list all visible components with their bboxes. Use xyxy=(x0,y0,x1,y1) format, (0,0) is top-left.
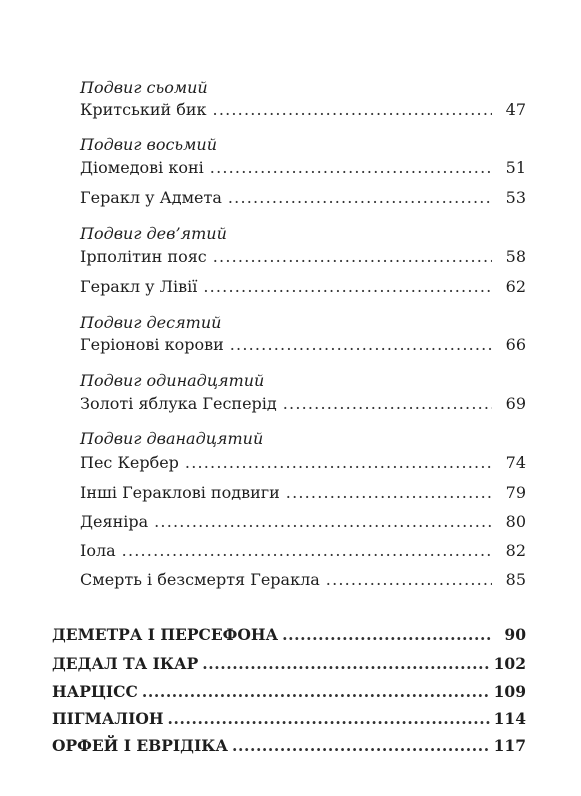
entry-title: Золоті яблука Гесперід xyxy=(80,394,277,413)
toc-entry[interactable] xyxy=(80,569,526,591)
entry-title: Іола xyxy=(80,541,116,560)
dot-leader xyxy=(154,511,492,533)
toc-chapter-entry[interactable] xyxy=(52,653,526,675)
page-number: 62 xyxy=(505,277,526,296)
entry-title: Критський бик xyxy=(80,100,207,119)
chapter-title: ОРФЕЙ І ЕВРІДІКА xyxy=(52,736,228,755)
page-number: 82 xyxy=(505,541,526,560)
dot-leader xyxy=(232,735,490,757)
page-number: 47 xyxy=(505,100,526,119)
dot-leader xyxy=(282,624,492,646)
page-number: 74 xyxy=(505,453,526,472)
chapter-title: ДЕМЕТРА І ПЕРСЕФОНА xyxy=(52,625,279,644)
toc-entry[interactable] xyxy=(80,187,526,209)
page-number: 66 xyxy=(505,335,526,354)
entry-title: Інші Гераклові подвиги xyxy=(80,483,280,502)
entry-title: Діомедові коні xyxy=(80,158,204,177)
page-number: 90 xyxy=(504,625,526,644)
section-heading: Подвиг одинадцятий xyxy=(80,371,265,390)
entry-title: Деяніра xyxy=(80,512,149,531)
page-number: 51 xyxy=(505,158,526,177)
dot-leader xyxy=(202,653,489,675)
dot-leader xyxy=(210,157,492,179)
page-number: 58 xyxy=(505,247,526,266)
page-number: 80 xyxy=(505,512,526,531)
page-number: 53 xyxy=(505,188,526,207)
section-heading: Подвиг сьомий xyxy=(80,78,208,97)
section-heading: Подвиг дев’ятий xyxy=(80,224,227,243)
toc-chapter-entry[interactable] xyxy=(52,735,526,757)
page-number: 85 xyxy=(505,570,526,589)
toc-entry[interactable] xyxy=(80,482,526,504)
toc-entry[interactable] xyxy=(80,246,526,268)
toc-entry[interactable] xyxy=(80,540,526,562)
dot-leader xyxy=(213,99,492,121)
entry-title: Ірполітин пояс xyxy=(80,247,207,266)
dot-leader xyxy=(185,452,492,474)
chapter-title: НАРЦІСС xyxy=(52,682,138,701)
dot-leader xyxy=(228,187,492,209)
dot-leader xyxy=(122,540,492,562)
toc-entry[interactable] xyxy=(80,511,526,533)
section-heading: Подвиг дванадцятий xyxy=(80,429,264,448)
page-number: 69 xyxy=(505,394,526,413)
toc-entry[interactable] xyxy=(80,334,526,356)
dot-leader xyxy=(286,482,492,504)
dot-leader xyxy=(167,708,489,730)
page-number: 109 xyxy=(493,682,526,701)
dot-leader xyxy=(203,276,492,298)
entry-title: Геріонові корови xyxy=(80,335,224,354)
dot-leader xyxy=(213,246,492,268)
dot-leader xyxy=(230,334,492,356)
toc-entry[interactable] xyxy=(80,99,526,121)
section-heading: Подвиг десятий xyxy=(80,313,222,332)
entry-title: Смерть і безсмертя Геракла xyxy=(80,570,320,589)
entry-title: Геракл у Адмета xyxy=(80,188,222,207)
toc-entry[interactable] xyxy=(80,393,526,415)
toc-entry[interactable] xyxy=(80,276,526,298)
entry-title: Геракл у Лівії xyxy=(80,277,198,296)
toc-entry[interactable] xyxy=(80,452,526,474)
toc-chapter-entry[interactable] xyxy=(52,624,526,646)
toc-entry[interactable] xyxy=(80,157,526,179)
page-number: 79 xyxy=(505,483,526,502)
page-number: 117 xyxy=(493,736,526,755)
page-number: 114 xyxy=(493,709,526,728)
chapter-title: ДЕДАЛ ТА ІКАР xyxy=(52,654,199,673)
toc-chapter-entry[interactable] xyxy=(52,708,526,730)
dot-leader xyxy=(326,569,492,591)
page-number: 102 xyxy=(493,654,526,673)
chapter-title: ПІГМАЛІОН xyxy=(52,709,164,728)
dot-leader xyxy=(283,393,492,415)
entry-title: Пес Кербер xyxy=(80,453,179,472)
toc-chapter-entry[interactable] xyxy=(52,681,526,703)
dot-leader xyxy=(142,681,490,703)
section-heading: Подвиг восьмий xyxy=(80,135,218,154)
